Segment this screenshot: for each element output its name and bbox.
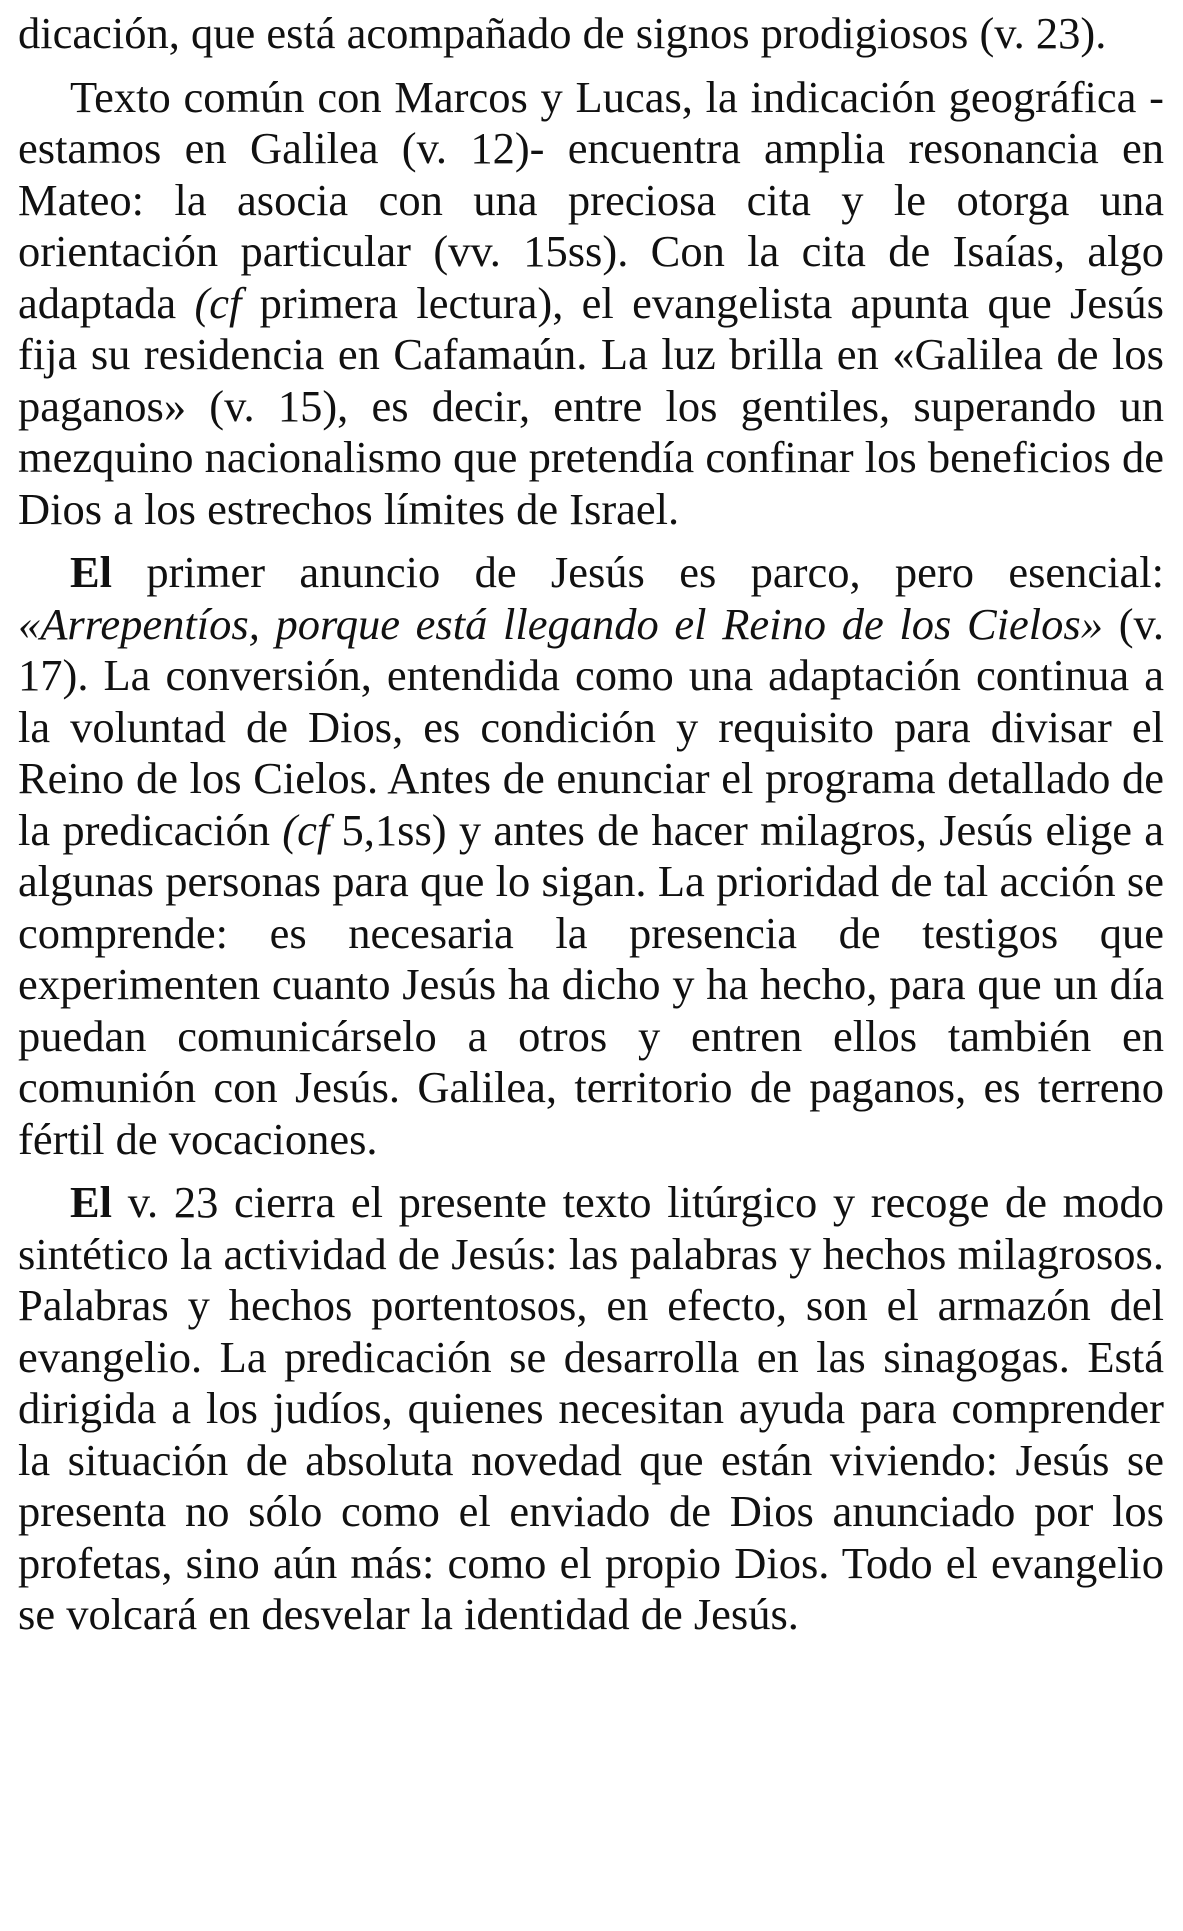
text-segment: primer anuncio de Jesús es parco, pero esencial: bbox=[112, 547, 1164, 597]
paragraph-continuation bbox=[18, 8, 1164, 60]
paragraph-verse-23 bbox=[18, 1177, 1164, 1641]
paragraph-first-announcement bbox=[18, 547, 1164, 1165]
text-segment-italic: (cf bbox=[194, 277, 242, 328]
text-segment: dicación, que está acompañado de signos prodigiosos (v. 23). bbox=[18, 8, 1107, 58]
text-segment: primera lectura), el evangelista apunta que Jesús fija su residencia en Cafamaún. La luz brilla en «Galilea de los paganos» (v. 15), es decir, entre los gentiles, superando un mezquino nacionalismo que pretendía confinar los beneficios de Dios a los estrechos límites de Israel. bbox=[18, 277, 1164, 534]
text-segment-bold: El bbox=[70, 547, 113, 597]
text-segment: Texto común con Marcos y Lucas, la indicación geográfica -estamos en Galilea (v. 12)- encuentra amplia resonancia en Mateo: la asocia con una preciosa cita y le otorga una orientación particular (vv. 15ss). Con la cita de Isaías, algo adaptada bbox=[18, 71, 1164, 328]
text-segment-italic: (cf bbox=[282, 804, 330, 855]
paragraph-geography bbox=[18, 72, 1164, 536]
text-segment: v. 23 cierra el presente texto litúrgico y recoge de modo sintético la actividad de Jesús: las palabras y hechos milagrosos. Palabras y hechos portentosos, en efecto, son el armazón del evangelio. La predicación se desarrolla en las sinagogas. Está dirigida a los judíos, quienes necesitan ayuda para comprender la situación de absoluta novedad que están viviendo: Jesús se presenta no sólo como el enviado de Dios anunciado por los profetas, sino aún más: como el propio Dios. Todo el evangelio se volcará en desvelar la identidad de Jesús. bbox=[18, 1177, 1164, 1639]
text-segment-italic: «Arrepentíos, porque está llegando el Reino de los Cielos» bbox=[18, 598, 1103, 649]
text-segment-bold: El bbox=[70, 1177, 113, 1227]
document-page bbox=[18, 8, 1164, 1641]
text-segment: 5,1ss) y antes de hacer milagros, Jesús elige a algunas personas para que lo sigan. La prioridad de tal acción se comprende: es necesaria la presencia de testigos que experimenten cuanto Jesús ha dicho y ha hecho, para que un día puedan comunicárselo a otros y entren ellos también en comunión con Jesús. Galilea, territorio de paganos, es terreno fértil de vocaciones. bbox=[18, 804, 1164, 1164]
text-segment: (v. 17). La conversión, entendida como una adaptación continua a la voluntad de Dios, es condición y requisito para divisar el Reino de los Cielos. Antes de enunciar el programa detallado de la predicación bbox=[18, 598, 1164, 855]
